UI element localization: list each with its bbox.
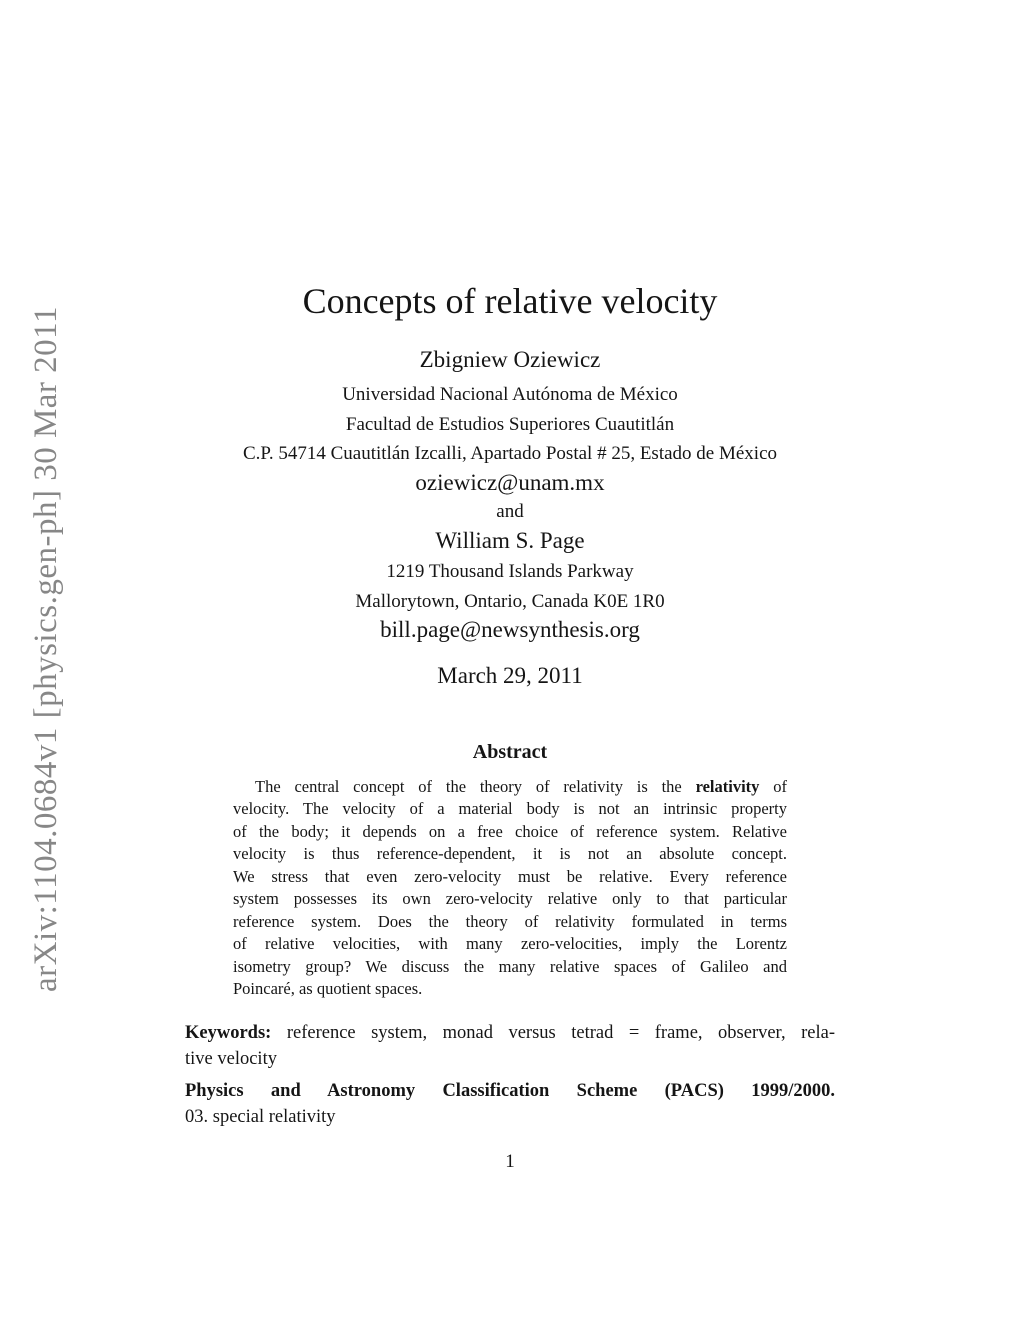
abstract-line: We stress that even zero-velocity must be relative. Every reference bbox=[233, 866, 787, 886]
author1-email: oziewicz@unam.mx bbox=[415, 470, 605, 495]
abstract-line: velocity. The velocity of a material body is not an intrinsic property bbox=[233, 799, 787, 819]
abstract-line bbox=[233, 776, 787, 798]
author1-name: Zbigniew Oziewicz bbox=[419, 347, 601, 372]
keywords-label: Keywords: bbox=[185, 1023, 272, 1043]
arxiv-stamp: arXiv:1104.0684v1 [physics.gen-ph] 30 Mar 2011 bbox=[28, 306, 64, 992]
author2-name: William S. Page bbox=[435, 528, 585, 553]
keywords-paragraph bbox=[185, 1021, 835, 1072]
author1-affiliation-line1: Universidad Nacional Autónoma de México bbox=[342, 384, 678, 405]
abstract-line: Poincaré, as quotient spaces. bbox=[233, 979, 423, 999]
abstract-heading: Abstract bbox=[472, 741, 548, 763]
abstract-line: of relative velocities, with many zero-velocities, imply the Lorentz bbox=[233, 934, 787, 954]
author2-email: bill.page@newsynthesis.org bbox=[380, 617, 640, 642]
keywords-line1 bbox=[185, 1021, 835, 1047]
paper-title: Concepts of relative velocity bbox=[302, 281, 718, 321]
abstract-line: reference system. Does the theory of relativity formulated in terms bbox=[233, 911, 787, 931]
abstract-line1-bold: relativity bbox=[695, 777, 760, 796]
paper-date: March 29, 2011 bbox=[437, 663, 583, 688]
abstract-line1-pre: The central concept of the theory of relativity is the bbox=[255, 777, 696, 796]
page-number: 1 bbox=[505, 1151, 515, 1172]
abstract-line: isometry group? We discuss the many relative spaces of Galileo and bbox=[233, 956, 787, 976]
author2-address-line1: 1219 Thousand Islands Parkway bbox=[386, 561, 634, 582]
pacs-heading: Physics and Astronomy Classification Scheme (PACS) 1999/2000. bbox=[185, 1081, 835, 1101]
keywords-text: reference system, monad versus tetrad = frame, observer, rela- bbox=[271, 1023, 835, 1043]
abstract-line1-post: of bbox=[759, 777, 787, 796]
author1-affiliation-line2: Facultad de Estudios Superiores Cuautitlán bbox=[345, 414, 675, 435]
author1-affiliation-line3: C.P. 54714 Cuautitlán Izcalli, Apartado Postal # 25, Estado de México bbox=[242, 443, 778, 464]
abstract-line: system possesses its own zero-velocity relative only to that particular bbox=[233, 889, 787, 909]
abstract-line: velocity is thus reference-dependent, it is not an absolute concept. bbox=[233, 844, 787, 864]
author2-address-line2: Mallorytown, Ontario, Canada K0E 1R0 bbox=[355, 591, 665, 612]
pacs-text: 03. special relativity bbox=[185, 1107, 336, 1127]
author-separator: and bbox=[496, 501, 524, 522]
abstract-line: of the body; it depends on a free choice of reference system. Relative bbox=[233, 821, 787, 841]
abstract-text bbox=[233, 776, 787, 1001]
keywords-line2: tive velocity bbox=[185, 1048, 277, 1069]
